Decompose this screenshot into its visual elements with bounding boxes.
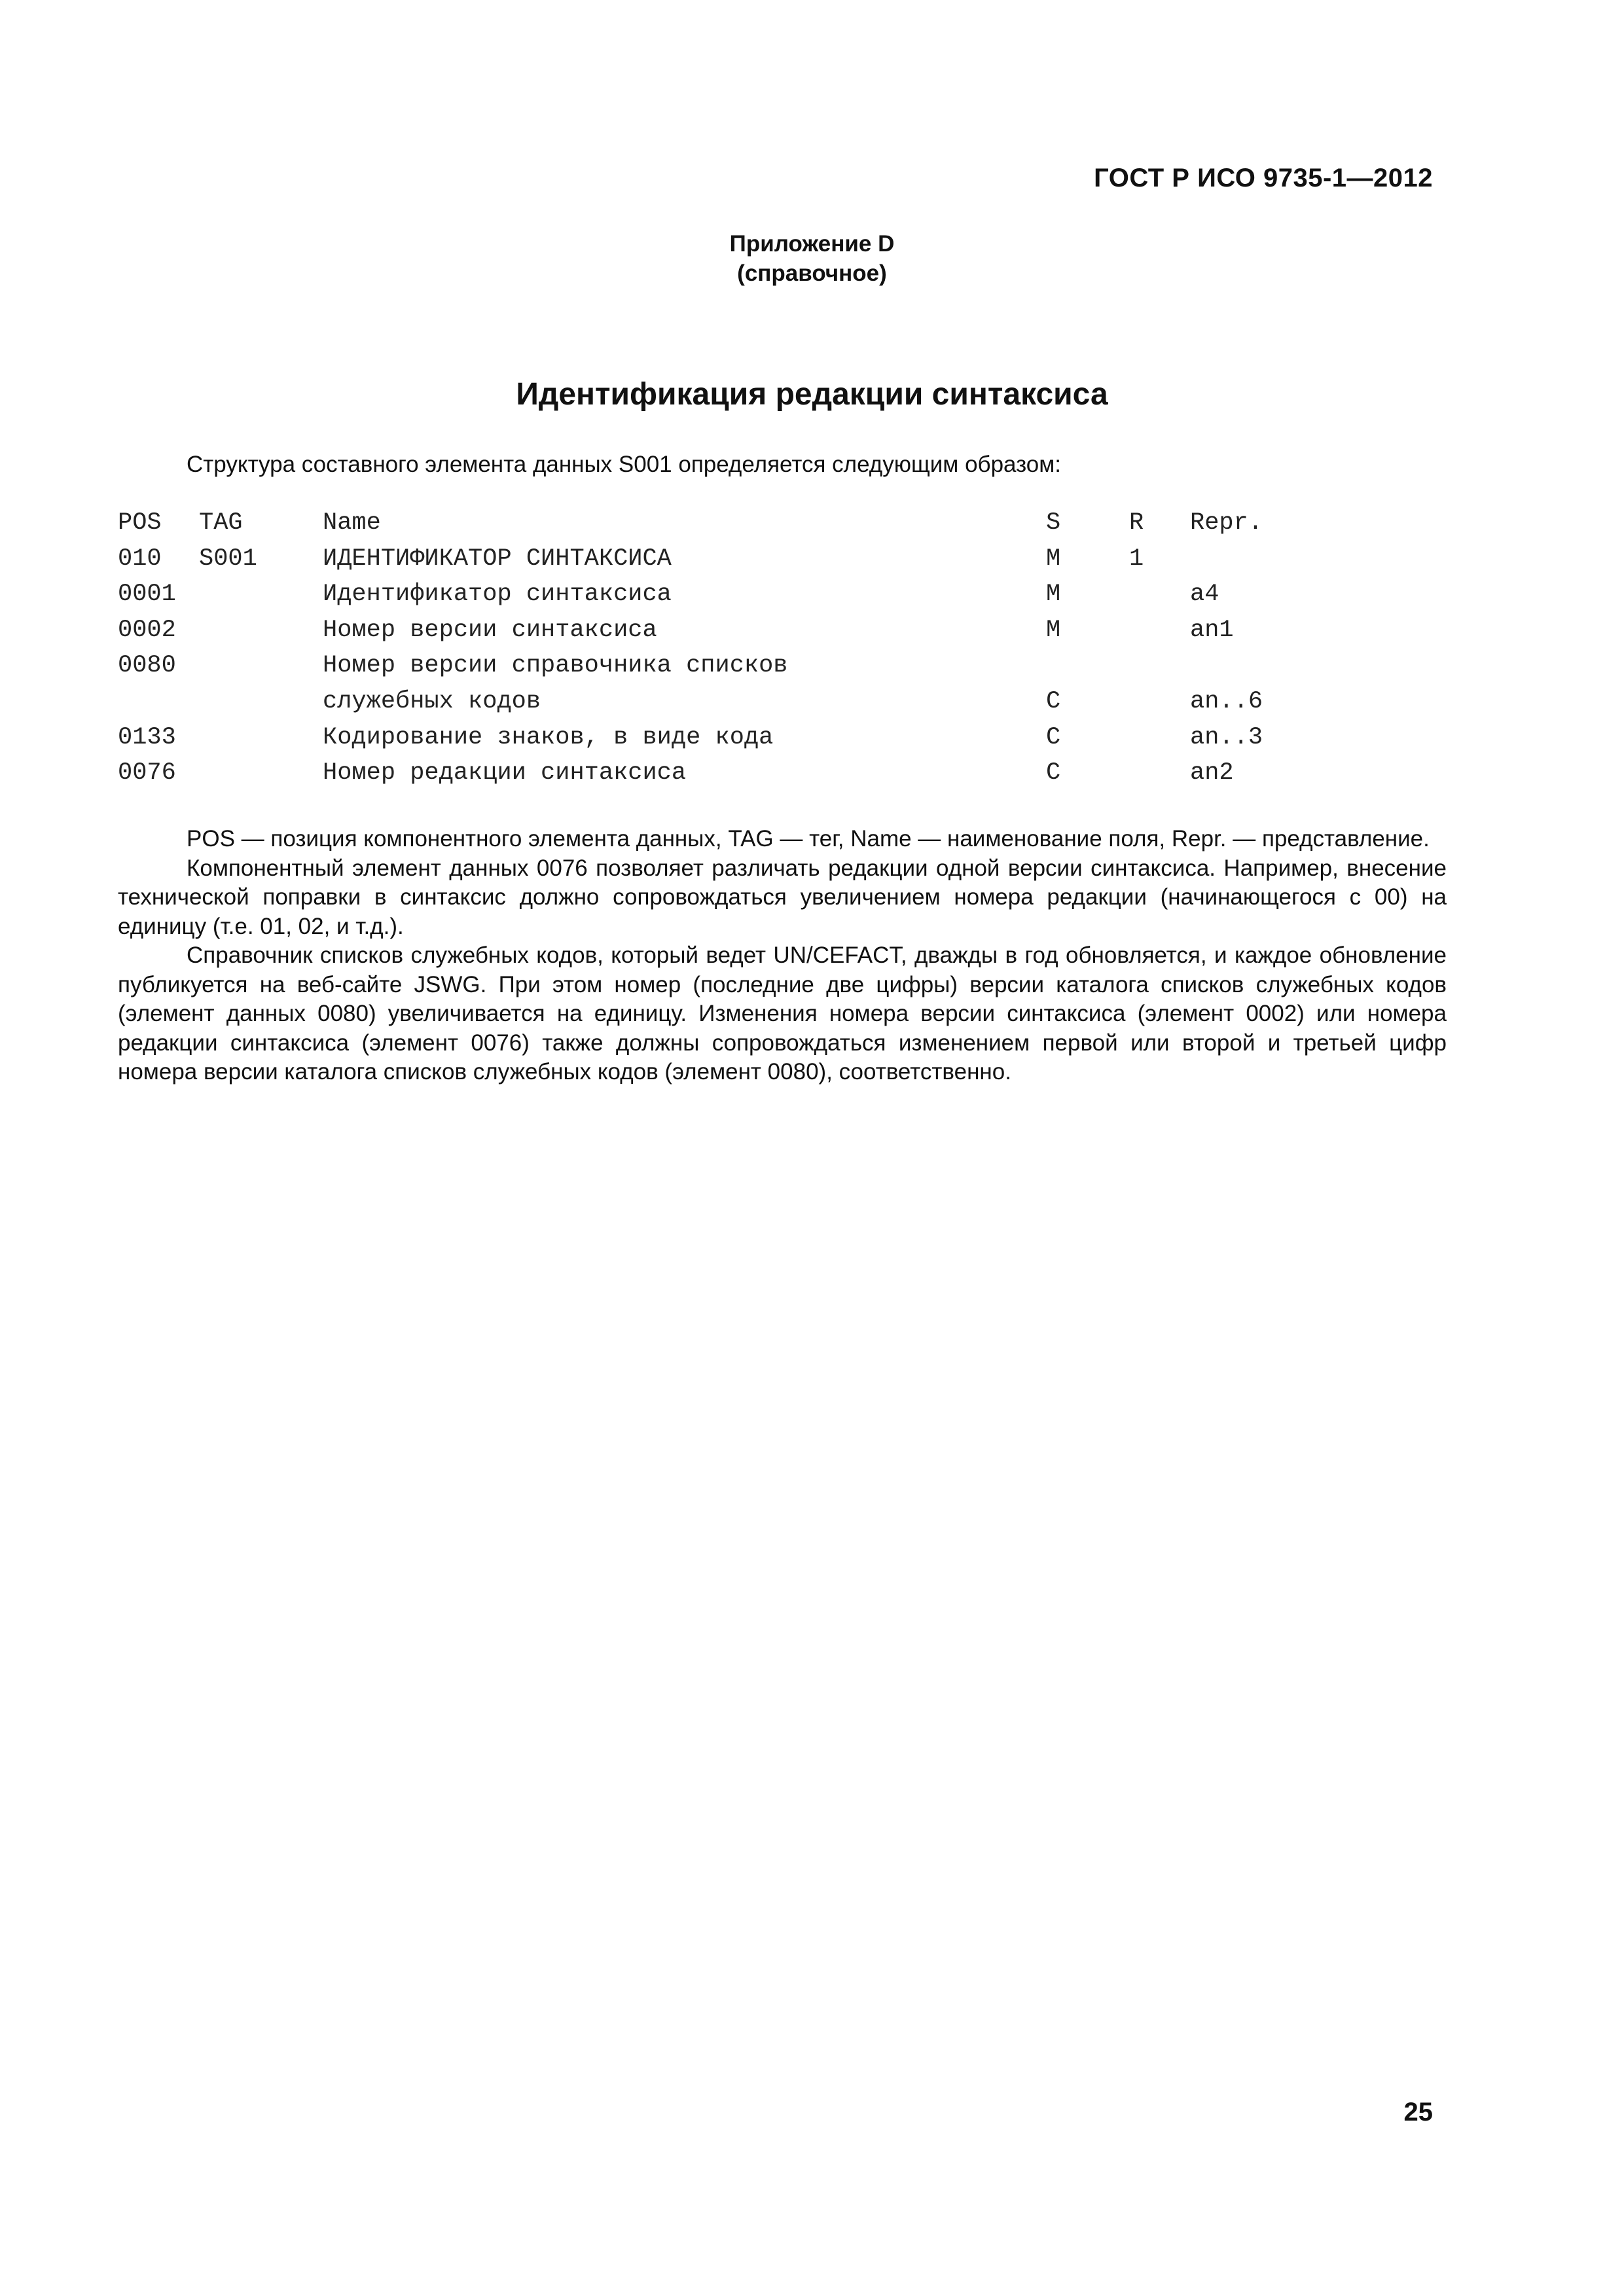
table-row [118, 720, 1362, 756]
cell-r: 1 [1129, 545, 1144, 573]
cell-pos: 0076 [118, 759, 176, 787]
page-title: Идентификация редакции синтаксиса [516, 377, 1108, 412]
cell-pos: 0002 [118, 616, 176, 644]
cell-name: Кодирование знаков, в виде кода [323, 723, 774, 751]
cell-name: служебных кодов [323, 687, 541, 715]
cell-pos: 010 [118, 545, 162, 573]
body-text [118, 825, 1447, 1087]
header-r: R [1129, 509, 1144, 537]
header-name: Name [323, 509, 381, 537]
cell-s: C [1046, 759, 1061, 787]
cell-name: ИДЕНТИФИКАТОР СИНТАКСИСА [323, 545, 672, 573]
annex-heading [0, 229, 1624, 288]
intro-text: Структура составного элемента данных S001 определяется следующим образом: [187, 452, 1062, 477]
document-code: ГОСТ Р ИСО 9735-1—2012 [1094, 164, 1433, 192]
table-row [118, 577, 1362, 613]
cell-s: M [1046, 616, 1061, 644]
annex-label: Приложение D [729, 231, 895, 257]
header-pos: POS [118, 509, 162, 537]
data-element-table [118, 505, 1362, 791]
cell-s: M [1046, 581, 1061, 609]
cell-name: Номер версии синтаксиса [323, 616, 657, 644]
table-row [118, 684, 1362, 720]
table-header-row [118, 505, 1362, 541]
header-s: S [1046, 509, 1061, 537]
page-number: 25 [1403, 2098, 1433, 2126]
cell-repr: a4 [1190, 581, 1219, 609]
paragraph-code-list-directory: Справочник списков служебных кодов, который ведет UN/CEFACT, дважды в год обновляется, и каждое обновление публикуется на веб-сайте JSWG. При этом номер (последние две цифры) версии каталога списков служебных кодов (элемент данных 0080) увеличивается на единицу. Изменения номера версии синтаксиса (элемент 0002) или номера редакции синтаксиса (элемент 0076) также должны сопровождаться изменением первой или второй и третьей цифр номера версии каталога списков служебных кодов (элемент 0080), соответственно. [118, 942, 1447, 1085]
annex-type: (справочное) [737, 260, 887, 286]
cell-tag: S001 [199, 545, 257, 573]
cell-repr: an2 [1190, 759, 1234, 787]
paragraph-edition-element: Компонентный элемент данных 0076 позволяет различать редакции одной версии синтаксиса. Например, внесение технической поправки в синтаксис должно сопровождаться увеличением номера редакции (начинающегося с 00) на единицу (т.е. 01, 02, и т.д.). [118, 855, 1447, 939]
cell-name: Номер версии справочника списков [323, 652, 788, 680]
paragraph-abbreviations: POS — позиция компонентного элемента данных, TAG — тег, Name — наименование поля, Repr. — представление. [187, 826, 1430, 852]
cell-s: M [1046, 545, 1061, 573]
cell-pos: 0080 [118, 652, 176, 680]
cell-name: Номер редакции синтаксиса [323, 759, 687, 787]
cell-repr: an1 [1190, 616, 1234, 644]
table-row [118, 613, 1362, 649]
cell-s: C [1046, 723, 1061, 751]
cell-repr: an..6 [1190, 687, 1263, 715]
header-repr: Repr. [1190, 509, 1263, 537]
cell-s: C [1046, 687, 1061, 715]
table-row [118, 541, 1362, 577]
header-tag: TAG [199, 509, 243, 537]
table-row [118, 755, 1362, 791]
cell-pos: 0001 [118, 581, 176, 609]
table-row [118, 648, 1362, 684]
cell-pos: 0133 [118, 723, 176, 751]
cell-repr: an..3 [1190, 723, 1263, 751]
cell-name: Идентификатор синтаксиса [323, 581, 672, 609]
